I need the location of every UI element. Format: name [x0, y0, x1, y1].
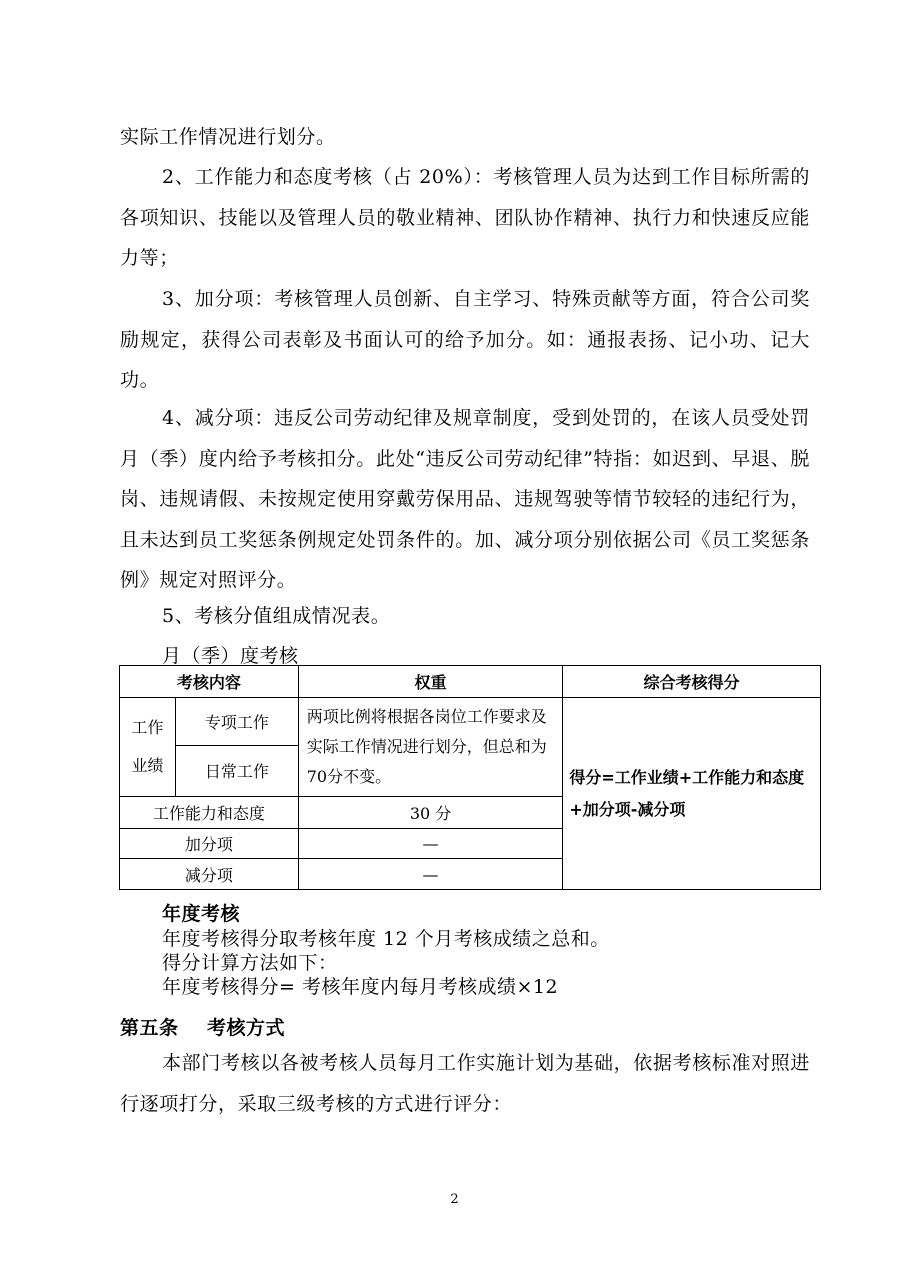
- page-number: 2: [450, 1192, 459, 1207]
- table-row: [120, 698, 821, 746]
- weight-description-cell: 两项比例将根据各岗位工作要求及实际工作情况进行划分，但总和为70分不变。: [298, 698, 563, 797]
- annual-assessment-line-2: 得分计算方法如下：: [162, 952, 338, 974]
- paragraph-continuation: 实际工作情况进行划分。: [120, 126, 336, 148]
- daily-work-cell: 日常工作: [175, 745, 298, 796]
- annual-assessment-formula: 年度考核得分= 考核年度内每月考核成绩×12: [162, 976, 559, 998]
- row-weight-cell: —: [298, 859, 563, 890]
- paragraph-deduction-items: 4、减分项：违反公司劳动纪律及规章制度，受到处罚的，在该人员受处罚月（季）度内给予考核扣分。此处“违反公司劳动纪律”特指：如迟到、早退、脱岗、违规请假、未按规定使用穿戴劳保用品、违规驾驶等情节较轻的违纪行为，且未达到员工奖惩条例规定处罚条件的。加、减分项分别依据公司《员工奖惩条例》规定对照评分。: [120, 407, 810, 591]
- work-performance-cell: 工作业绩: [120, 698, 176, 797]
- score-composition-table: [119, 665, 821, 890]
- paragraph-score-table-intro: 5、考核分值组成情况表。: [162, 605, 391, 627]
- row-item-cell: 加分项: [120, 829, 299, 859]
- score-formula-cell: 得分=工作业绩+工作能力和态度+加分项-减分项: [563, 698, 821, 890]
- paragraph-assessment-method: 本部门考核以各被考核人员每月工作实施计划为基础，依据考核标准对照进行逐项打分，采取三级考核的方式进行评分：: [120, 1052, 810, 1115]
- special-work-cell: 专项工作: [175, 698, 298, 746]
- annual-assessment-title: 年度考核: [162, 903, 241, 925]
- section-heading: 第五条 考核方式: [120, 1017, 285, 1039]
- row-weight-cell: —: [298, 829, 563, 859]
- row-item-cell: 减分项: [120, 859, 299, 890]
- header-score: 综合考核得分: [563, 666, 821, 698]
- row-item-cell: 工作能力和态度: [120, 797, 299, 829]
- annual-assessment-line-1: 年度考核得分取考核年度 12 个月考核成绩之总和。: [162, 928, 610, 950]
- table-caption: 月（季）度考核: [162, 645, 299, 667]
- row-weight-cell: 30 分: [298, 797, 563, 829]
- header-weight: 权重: [298, 666, 563, 698]
- table-header-row: [120, 666, 821, 698]
- paragraph-ability-attitude: 2、工作能力和态度考核（占 20%）：考核管理人员为达到工作目标所需的各项知识、技能以及管理人员的敬业精神、团队协作精神、执行力和快速反应能力等；: [120, 166, 810, 269]
- header-content: 考核内容: [120, 666, 299, 698]
- paragraph-bonus-items: 3、加分项：考核管理人员创新、自主学习、特殊贡献等方面，符合公司奖励规定，获得公司表彰及书面认可的给予加分。如：通报表扬、记小功、记大功。: [120, 288, 810, 391]
